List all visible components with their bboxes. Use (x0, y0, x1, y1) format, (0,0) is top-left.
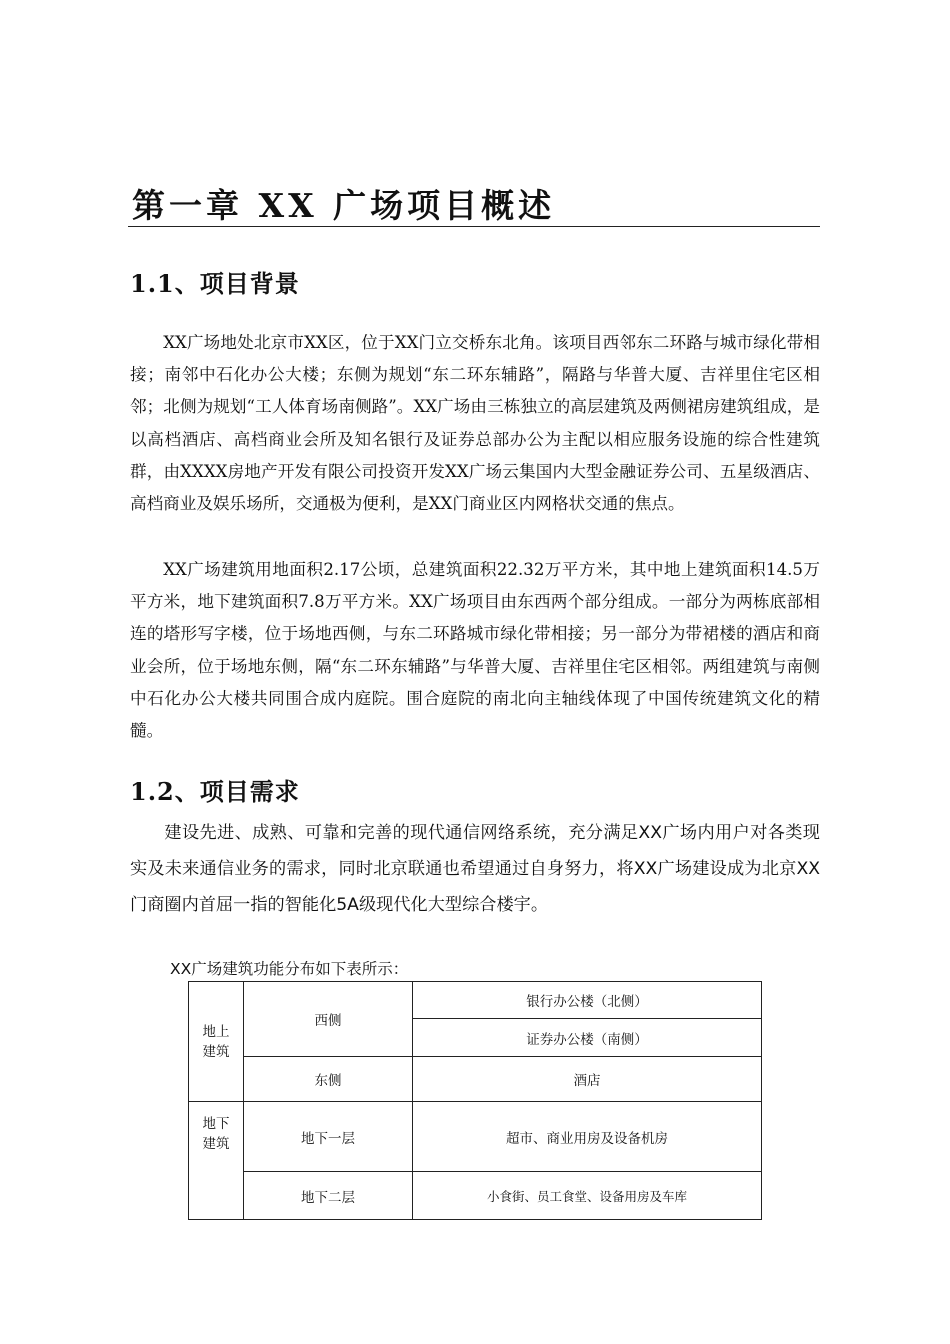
category-above-ground: 地上建筑 (189, 982, 244, 1102)
section-heading-requirements: 1.2、项目需求 (130, 777, 300, 806)
west-item-bank-office: 银行办公楼（北侧） (413, 982, 762, 1019)
east-item-hotel: 酒店 (413, 1057, 762, 1102)
table-row (189, 1057, 762, 1102)
requirements-paragraph: 建设先进、成熟、可靠和完善的现代通信网络系统，充分满足XX广场内用户对各类现实及未来通信业务的需求，同时北京联通也希望通过自身努力，将XX广场建设成为北京XX门商圈内首屈一指的智能化5A级现代化大型综合楼宇。 (130, 823, 820, 915)
west-item-securities-office: 证券办公楼（南侧） (413, 1019, 762, 1057)
chapter-title: 第一章 XX 广场项目概述 (132, 186, 556, 225)
table-caption: XX广场建筑功能分布如下表所示： (170, 960, 409, 978)
level-b1: 地下一层 (244, 1102, 413, 1172)
area-east: 东侧 (244, 1057, 413, 1102)
chapter-rule (128, 226, 820, 227)
background-paragraph-2: XX广场建筑用地面积2.17公顷，总建筑面积22.32万平方米，其中地上建筑面积14.5万平方米，地下建筑面积7.8万平方米。XX广场项目由东西两个部分组成。一部分为两栋底部相连的塔形写字楼，位于场地西侧，与东二环路城市绿化带相接；另一部分为带裙楼的酒店和商业会所，位于场地东侧，隔“东二环东辅路”与华普大厦、吉祥里住宅区相邻。两组建筑与南侧中石化办公大楼共同围合成内庭院。围合庭院的南北向主轴线体现了中国传统建筑文化的精髓。 (130, 560, 820, 741)
background-paragraph-1: XX广场地处北京市XX区，位于XX门立交桥东北角。该项目西邻东二环路与城市绿化带相接；南邻中石化办公大楼；东侧为规划“东二环东辅路”，隔路与华普大厦、吉祥里住宅区相邻；北侧为规划“工人体育场南侧路”。XX广场由三栋独立的高层建筑及两侧裙房建筑组成，是以高档酒店、高档商业会所及知名银行及证券总部办公为主配以相应服务设施的综合性建筑群，由XXXX房地产开发有限公司投资开发XX广场云集国内大型金融证券公司、五星级酒店、高档商业及娱乐场所，交通极为便利，是XX门商业区内网格状交通的焦点。 (130, 333, 820, 514)
function-distribution-table (188, 981, 762, 1220)
level-b2: 地下二层 (244, 1172, 413, 1220)
table-row (189, 1102, 762, 1172)
category-underground: 地下建筑 (189, 1102, 244, 1220)
b2-item: 小食街、员工食堂、设备用房及车库 (413, 1172, 762, 1220)
table-row (189, 982, 762, 1019)
area-west: 西侧 (244, 982, 413, 1057)
section-heading-background: 1.1、项目背景 (130, 269, 300, 298)
b1-item: 超市、商业用房及设备机房 (413, 1102, 762, 1172)
table-row (189, 1172, 762, 1220)
